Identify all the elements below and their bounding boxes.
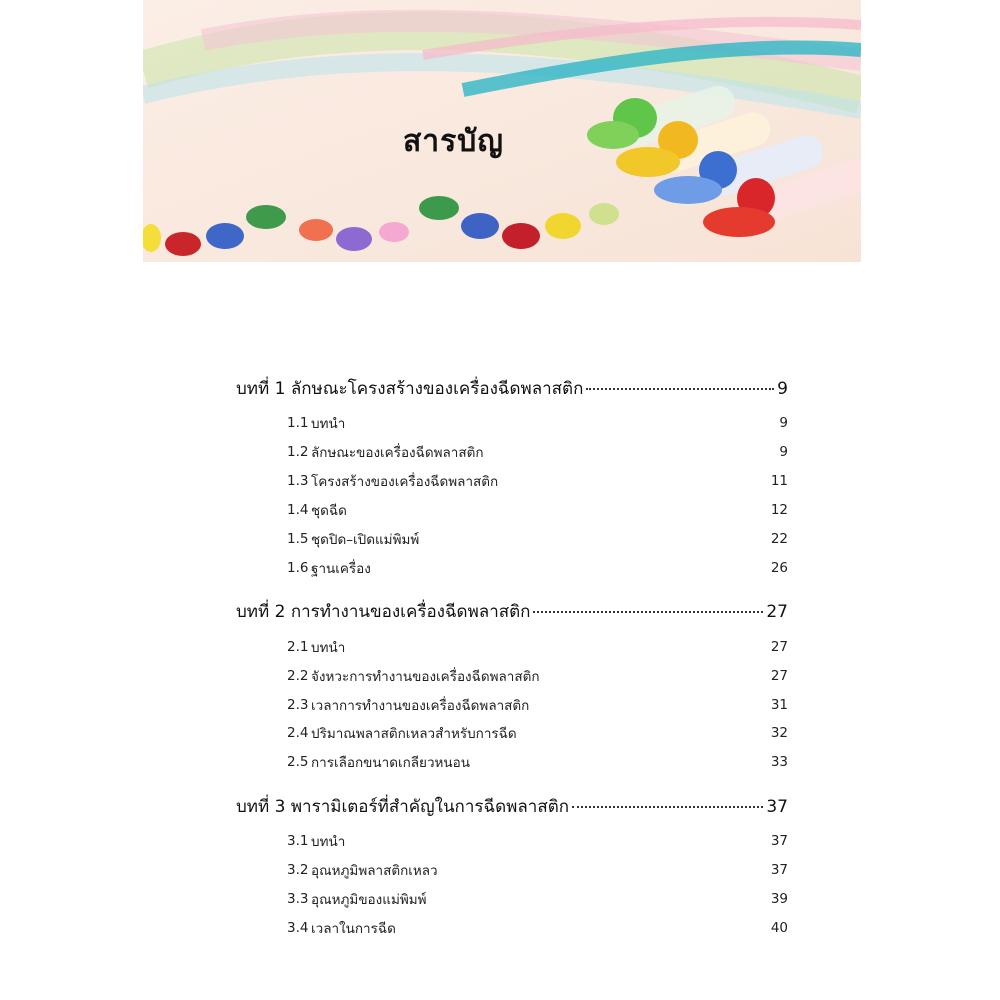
toc-section <box>236 438 788 467</box>
toc-section <box>236 525 788 554</box>
section-title: ชุดปิด–เปิดแม่พิมพ์ <box>311 532 420 548</box>
section-number: 3.4 <box>287 919 309 936</box>
section-title: โครงสร้างของเครื่องฉีดพลาสติก <box>311 474 499 491</box>
section-page-number: 37 <box>770 833 788 850</box>
section-number: 3.3 <box>287 891 309 908</box>
toc-section <box>236 496 788 525</box>
section-number: 1.2 <box>287 444 309 461</box>
section-number: 2.3 <box>287 696 309 713</box>
section-page-number: 12 <box>770 502 788 519</box>
section-page-number: 33 <box>770 754 788 771</box>
section-number: 1.3 <box>287 473 309 490</box>
section-number: 2.4 <box>287 725 309 742</box>
toc-section <box>236 885 788 914</box>
section-page-number: 11 <box>770 473 788 490</box>
toc-section <box>236 690 788 719</box>
section-page-number: 26 <box>770 559 788 576</box>
section-list <box>236 632 788 776</box>
section-number: 3.1 <box>287 833 309 850</box>
section-number: 1.5 <box>287 531 309 547</box>
chapter-page-number: 9 <box>777 379 788 399</box>
dot-leader <box>586 388 774 390</box>
section-title: บทนำ <box>311 416 346 433</box>
chapter-page-number: 37 <box>766 796 788 817</box>
section-page-number: 27 <box>770 638 788 655</box>
section-title: จังหวะการทำงานของเครื่องฉีดพลาสติก <box>311 668 540 685</box>
section-number: 2.2 <box>287 667 309 684</box>
chapter-page-number: 27 <box>766 602 788 623</box>
chapter-title: บทที่ 1 ลักษณะโครงสร้างของเครื่องฉีดพลาสติก <box>236 379 584 399</box>
section-page-number: 32 <box>770 725 788 742</box>
toc-section <box>236 913 788 942</box>
section-title: อุณหภูมิพลาสติกเหลว <box>311 863 438 880</box>
section-title: เวลาในการฉีด <box>311 920 396 937</box>
section-page-number: 9 <box>779 444 788 461</box>
section-title: ลักษณะของเครื่องฉีดพลาสติก <box>311 445 484 462</box>
section-title: บทนำ <box>311 639 346 656</box>
toc-chapter <box>236 375 788 405</box>
dot-leader <box>533 611 763 613</box>
toc-chapter <box>236 793 788 823</box>
section-number: 1.1 <box>287 415 309 432</box>
toc-section <box>236 856 788 885</box>
toc-section <box>236 467 788 496</box>
chapter-title: บทที่ 3 พารามิเตอร์ที่สำคัญในการฉีดพลาสติก <box>236 796 570 817</box>
toc-section <box>236 409 788 438</box>
toc-section <box>236 661 788 690</box>
section-page-number: 31 <box>770 696 788 713</box>
section-page-number: 22 <box>770 531 788 547</box>
section-number: 2.1 <box>287 638 309 655</box>
toc-chapter <box>236 598 788 628</box>
dot-leader <box>572 806 763 808</box>
section-list <box>236 409 788 582</box>
section-list <box>236 827 788 943</box>
header-banner <box>143 0 861 262</box>
toc-section <box>236 719 788 748</box>
section-title: ชุดฉีด <box>311 503 347 520</box>
page-title: สารบัญ <box>403 124 504 159</box>
toc-section <box>236 827 788 856</box>
section-title: อุณหภูมิของแม่พิมพ์ <box>311 892 427 909</box>
table-of-contents <box>236 375 788 958</box>
toc-section <box>236 553 788 582</box>
section-title: ฐานเครื่อง <box>311 560 371 577</box>
section-number: 1.4 <box>287 502 309 519</box>
chapter-title: บทที่ 2 การทำงานของเครื่องฉีดพลาสติก <box>236 602 531 623</box>
section-page-number: 9 <box>779 415 788 432</box>
section-number: 3.2 <box>287 862 309 879</box>
section-title: เวลาการทำงานของเครื่องฉีดพลาสติก <box>311 697 530 714</box>
section-page-number: 39 <box>770 891 788 908</box>
section-number: 2.5 <box>287 754 309 771</box>
section-page-number: 40 <box>770 919 788 936</box>
toc-section <box>236 632 788 661</box>
section-number: 1.6 <box>287 559 309 576</box>
section-title: ปริมาณพลาสติกเหลวสำหรับการฉีด <box>311 726 517 743</box>
section-page-number: 27 <box>770 667 788 684</box>
section-title: การเลือกขนาดเกลียวหนอน <box>311 755 470 772</box>
section-page-number: 37 <box>770 862 788 879</box>
section-title: บทนำ <box>311 834 346 851</box>
toc-section <box>236 748 788 777</box>
